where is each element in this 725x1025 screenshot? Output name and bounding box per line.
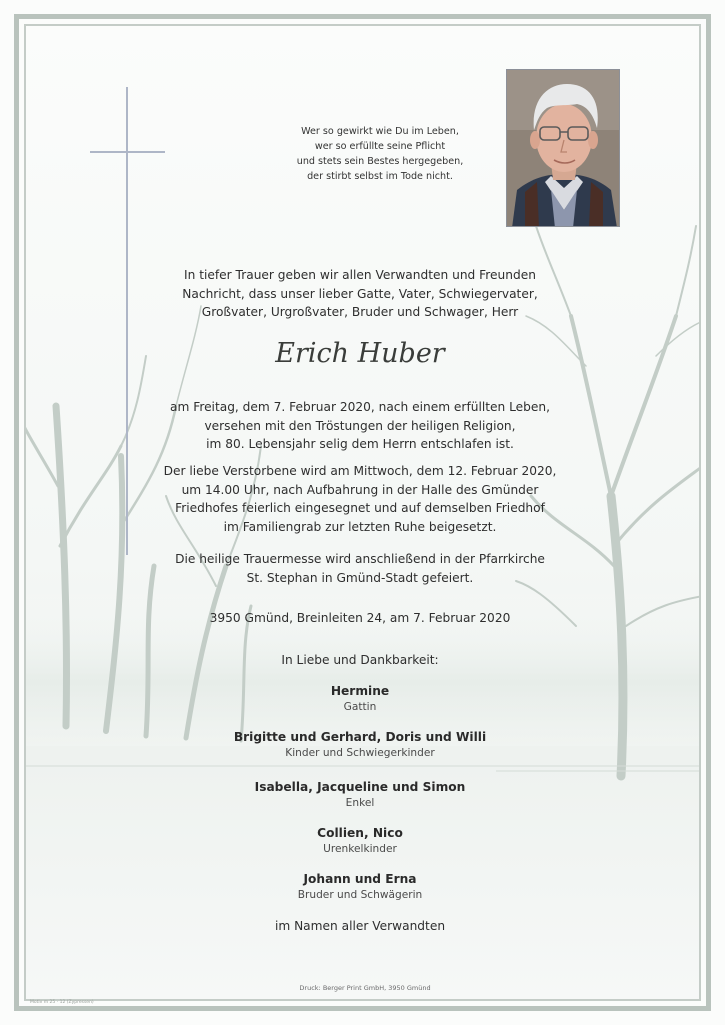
funeral-line: im Familiengrab zur letzten Ruhe beigesetzt.	[223, 519, 497, 534]
funeral-line: um 14.00 Uhr, nach Aufbahrung in der Halle des Gmünder	[181, 482, 539, 497]
memorial-poem	[265, 124, 495, 184]
funeral-line: Friedhofes feierlich eingesegnet und auf demselben Friedhof	[175, 501, 545, 515]
poem-line: wer so erfüllte seine Pflicht	[314, 141, 446, 152]
announcement-intro	[150, 266, 570, 322]
intro-line: In tiefer Trauer geben wir allen Verwandten und Freunden	[184, 268, 536, 282]
poem-line: und stets sein Bestes hergegeben,	[296, 156, 464, 167]
mourner-relation: Bruder und Schwägerin	[297, 889, 423, 901]
death-line: im 80. Lebensjahr selig dem Herrn entschlafen ist.	[206, 437, 514, 451]
place-and-date	[150, 609, 570, 628]
mourner-entry	[150, 871, 570, 902]
deceased-name: Erich Huber	[275, 338, 445, 369]
printer-imprint: Druck: Berger Print GmbH, 3950 Gmünd	[299, 984, 431, 992]
funeral-details	[150, 462, 570, 536]
mass-line: Die heilige Trauermesse wird anschließend in der Pfarrkirche	[175, 552, 545, 566]
mourner-name: Isabella, Jacqueline und Simon	[254, 780, 466, 794]
portrait-image	[507, 70, 620, 227]
gratitude-line: In Liebe und Dankbarkeit:	[281, 653, 439, 667]
mourner-relation: Urenkelkinder	[323, 843, 397, 855]
cross-vertical-bar	[126, 87, 128, 555]
place-date-line: 3950 Gmünd, Breinleiten 24, am 7. Februar 2020	[209, 611, 511, 625]
poem-line: Wer so gewirkt wie Du im Leben,	[301, 126, 459, 137]
mourner-entry	[150, 779, 570, 810]
form-code: Motiv m 25 · 12 (Zypressen)	[30, 1000, 94, 1005]
mass-line: St. Stephan in Gmünd-Stadt gefeiert.	[246, 570, 474, 585]
requiem-mass-notice	[150, 550, 570, 587]
death-line: versehen mit den Tröstungen der heiligen Religion,	[204, 418, 516, 433]
mourner-entry	[150, 729, 570, 760]
mourner-relation: Gattin	[343, 701, 377, 713]
mourner-entry	[150, 683, 570, 714]
mourner-relation: Enkel	[345, 797, 375, 809]
intro-line: Großvater, Urgroßvater, Bruder und Schwager, Herr	[201, 305, 519, 319]
closing-text: im Namen aller Verwandten	[274, 919, 446, 933]
mourner-name: Hermine	[330, 684, 390, 698]
mourner-entry	[150, 825, 570, 856]
funeral-line: Der liebe Verstorbene wird am Mittwoch, dem 12. Februar 2020,	[163, 464, 557, 478]
mourner-relation: Kinder und Schwiegerkinder	[285, 747, 435, 759]
intro-line: Nachricht, dass unser lieber Gatte, Vater, Schwiegervater,	[182, 286, 538, 301]
mourner-name: Johann und Erna	[303, 872, 417, 886]
death-notice	[150, 398, 570, 454]
closing-line	[150, 917, 570, 935]
cross-horizontal-bar	[90, 151, 165, 153]
poem-line: der stirbt selbst im Tode nicht.	[307, 171, 453, 182]
mourner-name: Brigitte und Gerhard, Doris und Willi	[233, 730, 487, 744]
death-line: am Freitag, dem 7. Februar 2020, nach einem erfüllten Leben,	[169, 400, 551, 414]
portrait-photo	[506, 69, 620, 227]
mourner-name: Collien, Nico	[317, 826, 403, 840]
gratitude-heading	[150, 651, 570, 670]
